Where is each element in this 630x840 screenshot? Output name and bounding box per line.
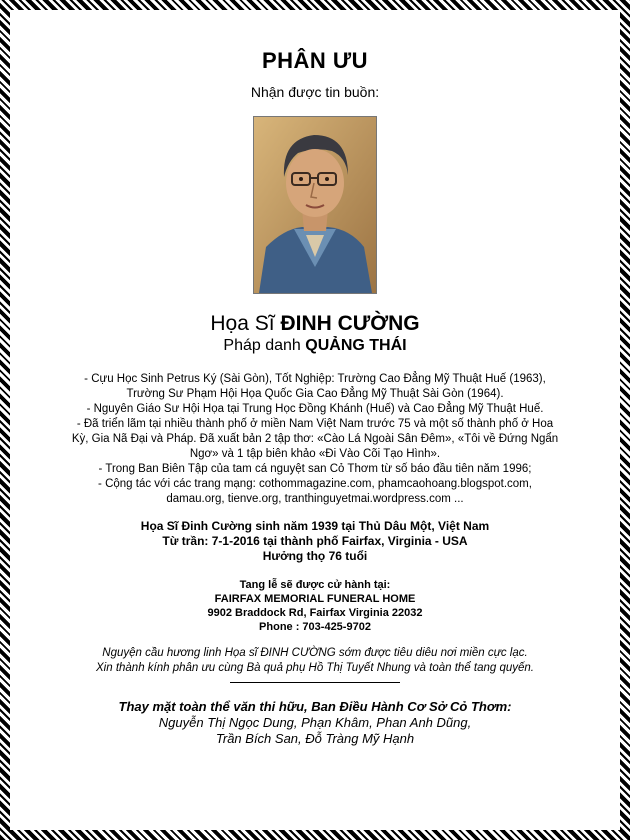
signoff-names-line: Nguyễn Thị Ngọc Dung, Phạn Khâm, Phan Anh Dũng, bbox=[158, 715, 472, 730]
funeral-phone: Phone : 703-425-9702 bbox=[259, 621, 371, 633]
notice-title: PHÂN ƯU bbox=[261, 48, 369, 73]
artist-name-prefix: Họa Sĩ bbox=[210, 312, 281, 335]
death-line: Từ trần: 7-1-2016 tại thành phố Fairfax, Virginia - USA bbox=[162, 534, 468, 548]
bio-line: damau.org, tienve.org, tranthinguyetmai.wordpress.com ... bbox=[166, 493, 464, 505]
bio-line: Kỳ, Gia Nã Đại và Pháp. Đã xuất bản 2 tập thơ: «Cào Lá Ngoài Sân Đêm», «Tôi về Đứng Ngẩn bbox=[71, 433, 559, 445]
age-line: Hưởng thọ 76 tuổi bbox=[262, 549, 368, 563]
prayer-line: Xin thành kính phân ưu cùng Bà quả phụ Hồ Thị Tuyết Nhung và toàn thể tang quyến. bbox=[96, 662, 534, 674]
signoff-names-line: Trần Bích San, Đỗ Tràng Mỹ Hạnh bbox=[215, 731, 415, 746]
portrait-image bbox=[253, 116, 377, 294]
life-dates bbox=[22, 519, 608, 564]
divider bbox=[230, 682, 400, 683]
obituary-notice bbox=[22, 18, 608, 818]
prayer-line: Nguyện cầu hương linh Họa sĩ ĐINH CƯỜNG sớm được tiêu diêu nơi miền cực lạc. bbox=[102, 647, 528, 659]
funeral-intro: Tang lễ sẽ được cử hành tại: bbox=[239, 579, 391, 591]
bio-line: Trường Sư Phạm Hội Họa Quốc Gia Cao Đẳng Mỹ Thuật Sài Gòn (1964). bbox=[126, 388, 504, 400]
dharma-name-prefix: Pháp danh bbox=[223, 337, 306, 354]
condolence-prayer bbox=[22, 646, 608, 676]
birth-line: Họa Sĩ Đinh Cường sinh năm 1939 tại Thủ Dâu Một, Việt Nam bbox=[140, 519, 490, 533]
artist-name bbox=[22, 312, 608, 336]
dharma-name bbox=[22, 336, 608, 356]
bio-line: - Trong Ban Biên Tập của tam cá nguyệt san Cỏ Thơm từ số báo đầu tiên năm 1996; bbox=[98, 463, 532, 475]
notice-subtitle: Nhận được tin buồn: bbox=[250, 84, 380, 100]
bio-line: - Cựu Học Sinh Petrus Ký (Sài Gòn), Tốt Nghiệp: Trường Cao Đẳng Mỹ Thuật Huế (1963), bbox=[84, 373, 546, 385]
portrait-painting bbox=[254, 117, 376, 293]
bio-line: - Cộng tác với các trang mạng: cothommagazine.com, phamcaohoang.blogspot.com, bbox=[98, 478, 532, 490]
biography bbox=[22, 372, 608, 507]
signoff bbox=[22, 699, 608, 747]
funeral-address: 9902 Braddock Rd, Fairfax Virginia 22032 bbox=[207, 607, 423, 619]
funeral-home-name: FAIRFAX MEMORIAL FUNERAL HOME bbox=[214, 593, 416, 605]
funeral-info bbox=[22, 578, 608, 634]
artist-name-bold: ĐINH CƯỜNG bbox=[280, 312, 420, 335]
signoff-lead: Thay mặt toàn thể văn thi hữu, Ban Điều Hành Cơ Sở Cỏ Thơm: bbox=[118, 699, 512, 714]
bio-line: - Đã triển lãm tại nhiều thành phố ở miền Nam Việt Nam trước 75 và một số thành phố ở Hoa bbox=[76, 418, 554, 430]
bio-line: Ngơ» và 1 tập biên khảo «Đi Vào Cõi Tạo Hình». bbox=[189, 448, 441, 460]
bio-line: - Nguyên Giáo Sư Hội Họa tại Trung Học Đồng Khánh (Huế) và Cao Đẳng Mỹ Thuật Huế. bbox=[86, 403, 544, 415]
dharma-name-bold: QUẢNG THÁI bbox=[305, 337, 407, 354]
